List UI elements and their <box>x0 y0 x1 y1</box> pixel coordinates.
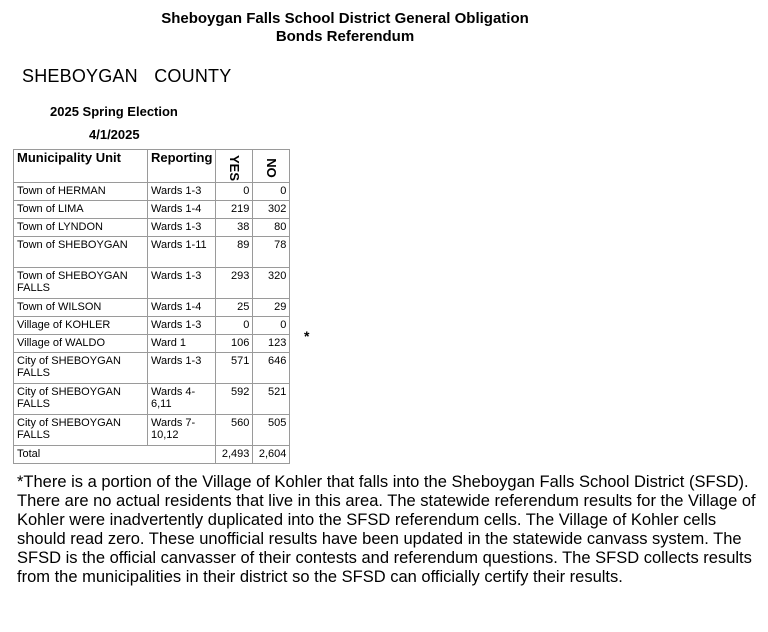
cell-municipality: Village of WALDO <box>14 335 148 353</box>
cell-municipality: Town of SHEBOYGAN <box>14 237 148 268</box>
cell-municipality: City of SHEBOYGAN FALLS <box>14 353 148 384</box>
county-heading: SHEBOYGAN COUNTY <box>22 66 232 86</box>
total-yes: 2,493 <box>216 446 253 464</box>
table-row <box>14 335 290 353</box>
cell-yes: 560 <box>216 415 253 446</box>
cell-yes: 293 <box>216 268 253 299</box>
cell-municipality: Town of LYNDON <box>14 219 148 237</box>
title-line-1: Sheboygan Falls School District General Obligation <box>161 10 529 27</box>
cell-yes: 571 <box>216 353 253 384</box>
cell-yes: 38 <box>216 219 253 237</box>
cell-yes: 25 <box>216 299 253 317</box>
cell-yes: 89 <box>216 237 253 268</box>
cell-no: 80 <box>253 219 290 237</box>
column-header-no-label: NO <box>264 158 280 178</box>
footnote-text: *There is a portion of the Village of Kohler that falls into the Sheboygan Falls School District (SFSD). There are no actual residents that live in this area. The statewide referendum results for the Village of Kohler were inadvertently duplicated into the SFSD referendum cells. The Village of Kohler cells should read zero. These unofficial results have been updated in the statewide canvass system. The SFSD is the official canvasser of their contests and referendum questions. The SFSD collects results from the municipalities in their district so the SFSD can officially certify their results. <box>17 473 756 586</box>
cell-no: 521 <box>253 384 290 415</box>
cell-no: 123 <box>253 335 290 353</box>
table-row <box>14 384 290 415</box>
cell-municipality: Town of SHEBOYGAN FALLS <box>14 268 148 299</box>
cell-reporting: Wards 7-10,12 <box>148 415 216 446</box>
cell-municipality: Town of HERMAN <box>14 183 148 201</box>
kohler-asterisk-marker: * <box>304 328 310 344</box>
cell-reporting: Wards 1-3 <box>148 183 216 201</box>
cell-no: 302 <box>253 201 290 219</box>
title-line-2: Bonds Referendum <box>275 28 415 45</box>
cell-reporting: Wards 1-3 <box>148 353 216 384</box>
document-title <box>0 10 690 46</box>
election-date: 4/1/2025 <box>89 127 140 142</box>
table-row <box>14 353 290 384</box>
cell-municipality: Town of LIMA <box>14 201 148 219</box>
column-header-yes <box>216 150 253 183</box>
cell-municipality: City of SHEBOYGAN FALLS <box>14 415 148 446</box>
table-row <box>14 268 290 299</box>
column-header-reporting: Reporting <box>148 150 216 183</box>
table-row <box>14 415 290 446</box>
cell-reporting: Wards 1-4 <box>148 299 216 317</box>
cell-no: 646 <box>253 353 290 384</box>
cell-no: 0 <box>253 183 290 201</box>
total-row <box>14 446 290 464</box>
column-header-municipality: Municipality Unit <box>14 150 148 183</box>
results-table-body <box>14 183 290 464</box>
cell-reporting: Wards 1-3 <box>148 268 216 299</box>
column-header-yes-label: YES <box>227 154 243 181</box>
cell-municipality: Town of WILSON <box>14 299 148 317</box>
total-no: 2,604 <box>253 446 290 464</box>
cell-no: 505 <box>253 415 290 446</box>
cell-reporting: Wards 1-4 <box>148 201 216 219</box>
cell-reporting: Wards 1-3 <box>148 219 216 237</box>
table-row <box>14 183 290 201</box>
table-row <box>14 201 290 219</box>
cell-yes: 592 <box>216 384 253 415</box>
table-row <box>14 317 290 335</box>
cell-no: 320 <box>253 268 290 299</box>
table-row <box>14 219 290 237</box>
cell-reporting: Ward 1 <box>148 335 216 353</box>
cell-reporting: Wards 4-6,11 <box>148 384 216 415</box>
election-name: 2025 Spring Election <box>50 104 178 119</box>
cell-reporting: Wards 1-3 <box>148 317 216 335</box>
cell-municipality: Village of KOHLER <box>14 317 148 335</box>
results-table <box>13 149 290 464</box>
cell-yes: 0 <box>216 317 253 335</box>
column-header-no <box>253 150 290 183</box>
table-row <box>14 237 290 268</box>
cell-yes: 219 <box>216 201 253 219</box>
cell-no: 0 <box>253 317 290 335</box>
cell-reporting: Wards 1-11 <box>148 237 216 268</box>
cell-municipality: City of SHEBOYGAN FALLS <box>14 384 148 415</box>
cell-yes: 106 <box>216 335 253 353</box>
total-label: Total <box>14 446 216 464</box>
cell-yes: 0 <box>216 183 253 201</box>
cell-no: 78 <box>253 237 290 268</box>
cell-no: 29 <box>253 299 290 317</box>
table-row <box>14 299 290 317</box>
